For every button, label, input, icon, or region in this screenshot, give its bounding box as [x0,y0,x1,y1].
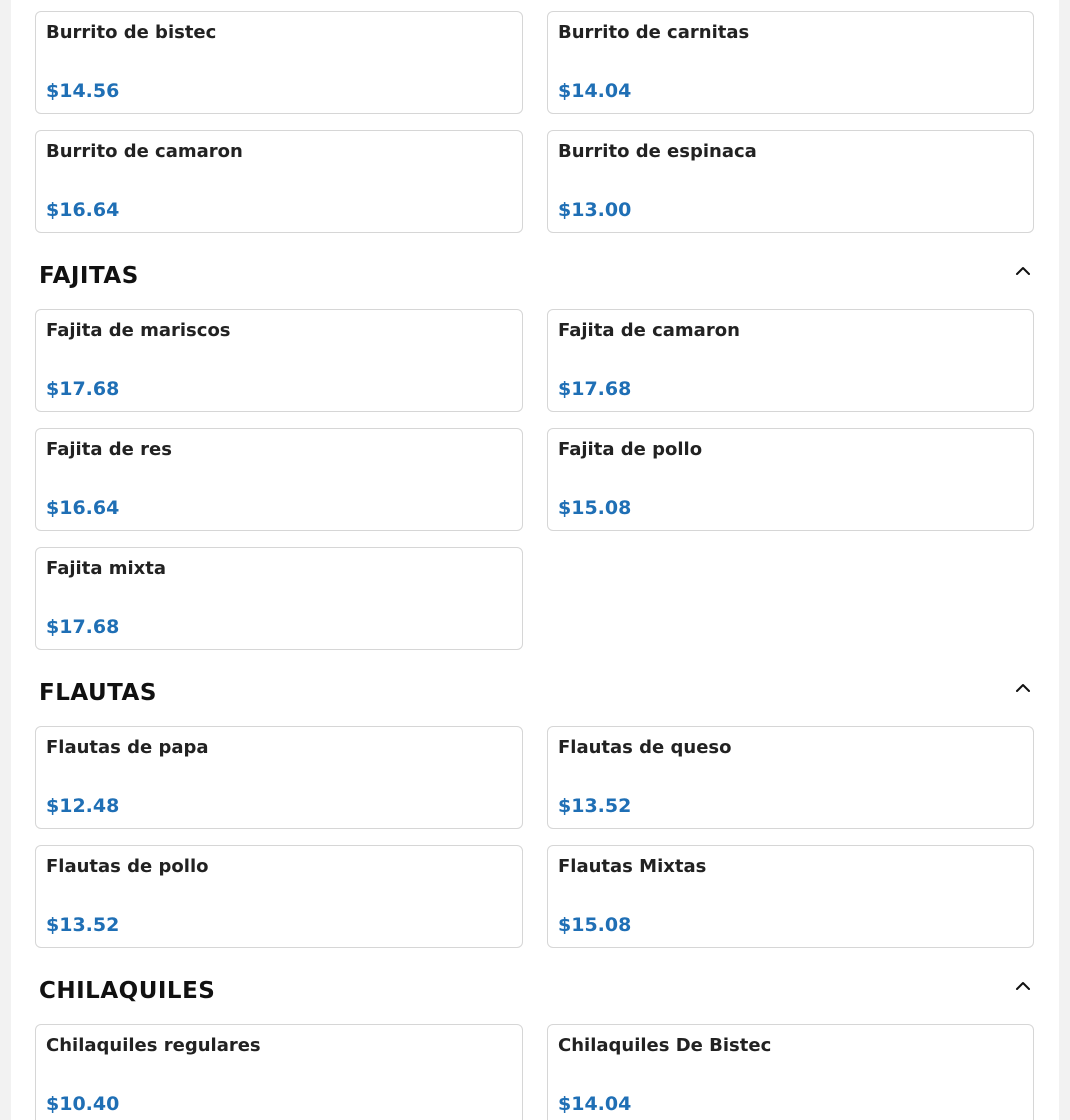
burritos-item-grid [35,11,1034,233]
menu-item-price: $17.68 [558,378,632,400]
chevron-up-icon[interactable] [1012,975,1034,997]
menu-item-card[interactable] [35,726,523,829]
chilaquiles-item-grid [35,1024,1034,1120]
menu-item-card[interactable] [547,309,1034,412]
menu-item-price: $12.48 [46,795,120,817]
menu-item-card[interactable] [547,130,1034,233]
menu-item-price: $15.08 [558,914,632,936]
fajitas-item-grid [35,309,1034,650]
menu-item-price: $13.52 [46,914,120,936]
menu-item-card[interactable] [35,11,523,114]
section-title: FLAUTAS [39,680,157,706]
menu-item-price: $16.64 [46,497,120,519]
menu-item-price: $14.04 [558,80,632,102]
menu-item-price: $10.40 [46,1093,120,1115]
menu-item-price: $13.00 [558,199,632,221]
menu-item-card[interactable] [35,428,523,531]
menu-item-card[interactable] [35,309,523,412]
section-title: CHILAQUILES [39,978,216,1004]
fajitas-section-header [35,256,1034,296]
menu-item-name: Flautas de papa [46,737,209,758]
section-title: FAJITAS [39,263,139,289]
menu-item-name: Fajita de pollo [558,439,703,460]
menu-item-price: $14.56 [46,80,120,102]
menu-item-card[interactable] [35,547,523,650]
menu-item-card[interactable] [547,726,1034,829]
menu-item-price: $17.68 [46,378,120,400]
menu-item-name: Fajita de res [46,439,172,460]
menu-item-name: Fajita de camaron [558,320,740,341]
menu-item-name: Flautas de pollo [46,856,209,877]
menu-item-name: Burrito de bistec [46,22,217,43]
menu-page [11,0,1059,1120]
menu-item-price: $17.68 [46,616,120,638]
chevron-up-icon[interactable] [1012,677,1034,699]
menu-item-card[interactable] [35,130,523,233]
menu-item-price: $13.52 [558,795,632,817]
menu-item-price: $14.04 [558,1093,632,1115]
menu-item-name: Flautas de queso [558,737,732,758]
menu-item-name: Burrito de espinaca [558,141,757,162]
chilaquiles-section-header [35,971,1034,1011]
chevron-up-icon[interactable] [1012,260,1034,282]
menu-item-card[interactable] [547,428,1034,531]
menu-item-price: $15.08 [558,497,632,519]
menu-item-card[interactable] [35,845,523,948]
menu-item-name: Chilaquiles De Bistec [558,1035,772,1056]
menu-item-name: Burrito de camaron [46,141,243,162]
menu-item-name: Fajita de mariscos [46,320,231,341]
menu-item-name: Fajita mixta [46,558,167,579]
flautas-section-header [35,673,1034,713]
menu-item-card[interactable] [547,11,1034,114]
menu-item-name: Burrito de carnitas [558,22,750,43]
menu-item-card[interactable] [547,1024,1034,1120]
menu-item-price: $16.64 [46,199,120,221]
menu-item-card[interactable] [35,1024,523,1120]
menu-item-card[interactable] [547,845,1034,948]
flautas-item-grid [35,726,1034,948]
menu-item-name: Chilaquiles regulares [46,1035,261,1056]
menu-item-name: Flautas Mixtas [558,856,707,877]
